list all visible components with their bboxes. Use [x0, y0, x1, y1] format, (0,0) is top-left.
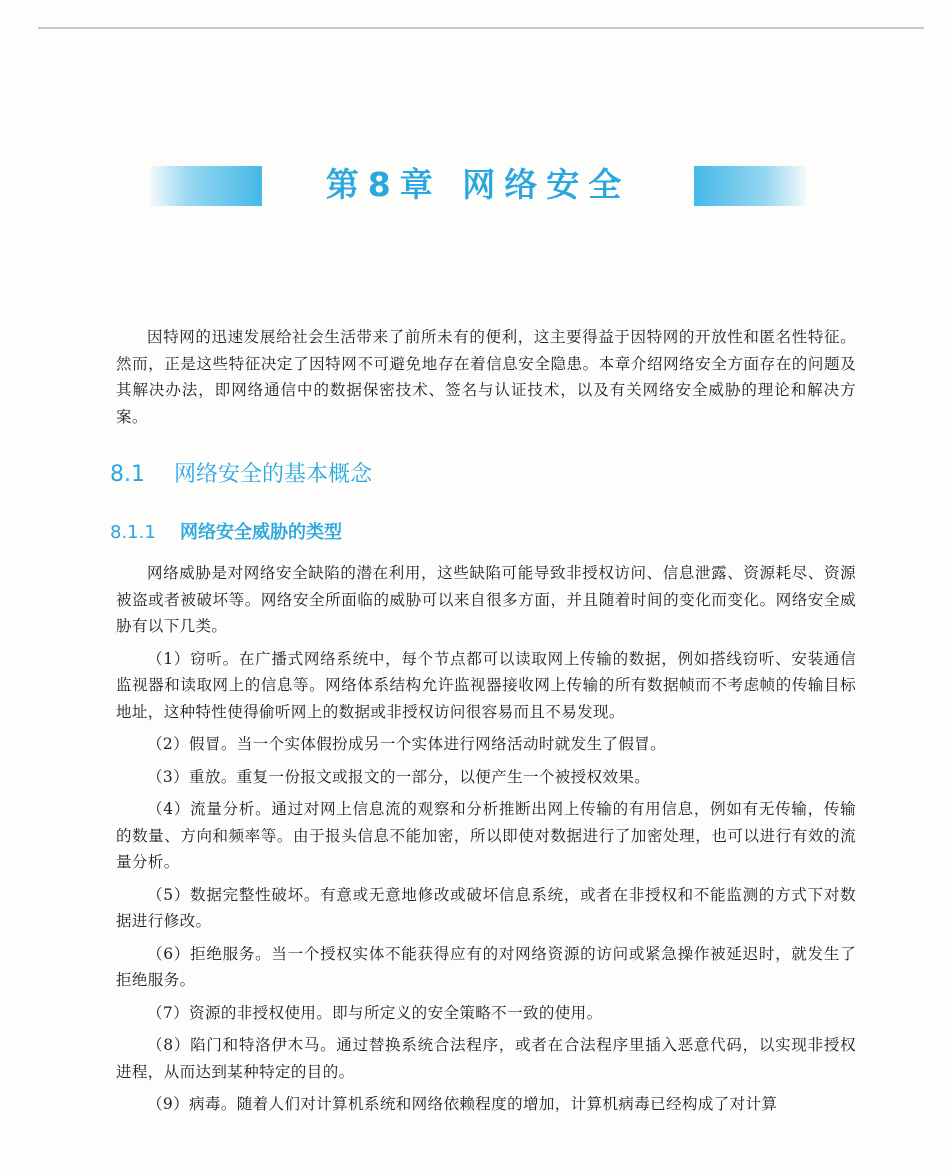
chapter-title: 第8章 网络安全	[325, 165, 631, 204]
threat-item-integrity: （5）数据完整性破坏。有意或无意地修改或破坏信息系统，或者在非授权和不能监测的方式下对数据进行修改。	[116, 885, 856, 930]
subsection-title: 网络安全威胁的类型	[180, 522, 342, 543]
section-title: 网络安全的基本概念	[174, 462, 373, 487]
threat-item-trojan: （8）陷门和特洛伊木马。通过替换系统合法程序，或者在合法程序里插入恶意代码，以实现非授权进程，从而达到某种特定的目的。	[116, 1036, 856, 1081]
threat-item-impersonation: （2）假冒。当一个实体假扮成另一个实体进行网络活动时就发生了假冒。	[147, 735, 667, 753]
decorative-bar-left	[150, 166, 262, 206]
subsection-number: 8.1.1	[110, 522, 156, 543]
threat-item-denial-of-service: （6）拒绝服务。当一个授权实体不能获得应有的对网络资源的访问或紧急操作被延迟时，就发生了拒绝服务。	[116, 944, 856, 989]
threat-item-unauthorized-use: （7）资源的非授权使用。即与所定义的安全策略不一致的使用。	[147, 1003, 603, 1022]
threat-item-virus: （9）病毒。随着人们对计算机系统和网络依赖程度的增加，计算机病毒已经构成了对计算	[147, 1095, 778, 1113]
lead-paragraph: 网络威胁是对网络安全缺陷的潜在利用，这些缺陷可能导致非授权访问、信息泄露、资源耗尽、资源被盗或者被破坏等。网络安全所面临的威胁可以来自很多方面，并且随着时间的变化而变化。网络安全威胁有以下几类。	[116, 564, 856, 635]
page-content	[110, 324, 856, 1118]
threat-item-replay: （3）重放。重复一份报文或报文的一部分，以便产生一个被授权效果。	[147, 767, 651, 786]
threat-item-eavesdropping: （1）窃听。在广播式网络系统中，每个节点都可以读取网上传输的数据，例如搭线窃听、安装通信监视器和读取网上的信息等。网络体系结构允许监视器接收网上传输的所有数据帧而不考虑帧的传输目标地址，这种特性使得偷听网上的数据或非授权访问很容易而且不易发现。	[116, 649, 856, 721]
section-number: 8.1	[110, 462, 145, 487]
intro-paragraph: 因特网的迅速发展给社会生活带来了前所未有的便利，这主要得益于因特网的开放性和匿名性特征。然而，正是这些特征决定了因特网不可避免地存在着信息安全隐患。本章介绍网络安全方面存在的问题及其解决办法，即网络通信中的数据保密技术、签名与认证技术，以及有关网络安全威胁的理论和解决方案。	[116, 328, 856, 426]
chapter-banner	[150, 162, 806, 208]
threat-item-traffic-analysis: （4）流量分析。通过对网上信息流的观察和分析推断出网上传输的有用信息，例如有无传输，传输的数量、方向和频率等。由于报头信息不能加密，所以即使对数据进行了加密处理，也可以进行有效的流量分析。	[116, 800, 856, 871]
header-rule	[38, 27, 924, 29]
subsection-heading	[110, 520, 856, 546]
decorative-bar-right	[694, 166, 806, 206]
section-heading	[110, 460, 856, 490]
